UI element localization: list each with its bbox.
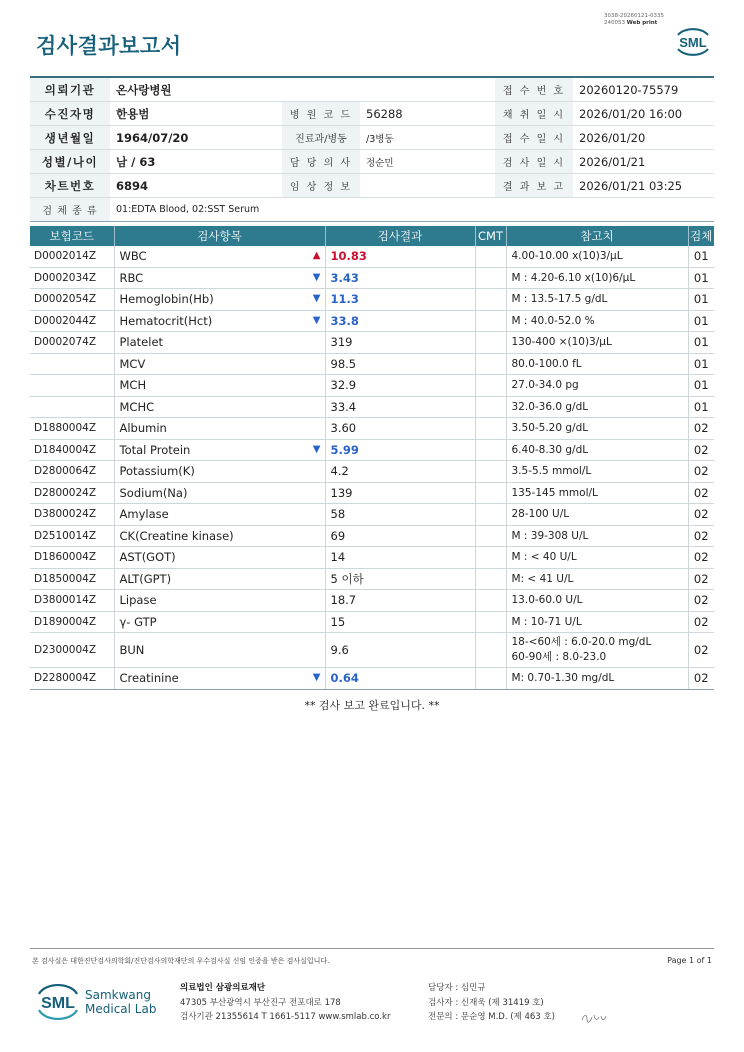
test-result: 11.3 — [325, 289, 475, 311]
insurance-code: D0002034Z — [30, 267, 114, 289]
label-receipt-no: 접 수 번 호 — [495, 77, 573, 102]
reference-text: M : 4.20-6.10 x(10)6/μL — [511, 271, 636, 284]
value-clinical — [360, 174, 495, 198]
print-label: Web print — [626, 20, 658, 26]
value-dept: /3병동 — [360, 126, 495, 150]
test-name — [114, 332, 325, 354]
cmt-cell — [475, 289, 506, 311]
reference-range — [506, 547, 688, 569]
test-result: 18.7 — [325, 590, 475, 612]
reference-range — [506, 525, 688, 547]
test-name-text: MCH — [119, 378, 147, 393]
result-row — [30, 461, 714, 483]
specimen-code: 01 — [688, 353, 714, 375]
test-name-text: AST(GOT) — [119, 550, 176, 565]
insurance-code: D1890004Z — [30, 611, 114, 633]
insurance-code: D0002074Z — [30, 332, 114, 354]
reference-text-2: 60-90세 : 8.0-23.0 — [511, 651, 607, 663]
staff-tester: 검사자 : 신재욱 (제 31419 호) — [428, 997, 544, 1008]
test-result: 4.2 — [325, 461, 475, 483]
cmt-cell — [475, 267, 506, 289]
test-result: 5.99 — [325, 439, 475, 461]
header-ref: 참고치 — [506, 226, 688, 246]
test-name-text: Potassium(K) — [119, 464, 195, 479]
value-hospital: 온사랑병원 — [110, 77, 282, 102]
label-test-date: 검 사 일 시 — [495, 150, 573, 174]
insurance-code: D2280004Z — [30, 668, 114, 690]
lab-name — [85, 988, 156, 1016]
reference-text: M : 10-71 U/L — [511, 615, 582, 628]
reference-range — [506, 310, 688, 332]
insurance-code: D3800014Z — [30, 590, 114, 612]
specimen-code: 02 — [688, 525, 714, 547]
test-name-text: CK(Creatine kinase) — [119, 528, 234, 543]
value-receipt-no: 20260120-75579 — [573, 77, 714, 102]
test-name-text: Platelet — [119, 335, 164, 350]
reference-range — [506, 332, 688, 354]
test-name-text: Hemoglobin(Hb) — [119, 292, 214, 307]
result-row — [30, 568, 714, 590]
result-row — [30, 332, 714, 354]
test-result: 5 이하 — [325, 568, 475, 590]
specimen-code: 01 — [688, 267, 714, 289]
lab-address — [180, 981, 390, 1025]
reference-range — [506, 482, 688, 504]
header-item: 검사항목 — [114, 226, 325, 246]
test-name-text: RBC — [119, 270, 144, 285]
reference-range — [506, 668, 688, 690]
reference-range — [506, 568, 688, 590]
result-row — [30, 482, 714, 504]
patient-info-table — [30, 76, 714, 222]
reference-text: M : 40.0-52.0 % — [511, 314, 595, 327]
samkwang-logo-icon — [34, 980, 82, 1024]
cmt-cell — [475, 633, 506, 668]
test-result: 319 — [325, 332, 475, 354]
specimen-code: 02 — [688, 633, 714, 668]
value-specimen: 01:EDTA Blood, 02:SST Serum — [110, 198, 714, 222]
test-name-text: Albumin — [119, 421, 167, 436]
cmt-cell — [475, 547, 506, 569]
test-name-text: MCV — [119, 356, 146, 371]
test-result: 58 — [325, 504, 475, 526]
reference-range — [506, 504, 688, 526]
result-row — [30, 267, 714, 289]
label-specimen: 검 체 종 류 — [30, 198, 110, 222]
cmt-cell — [475, 568, 506, 590]
cmt-cell — [475, 375, 506, 397]
specimen-code: 01 — [688, 289, 714, 311]
page-number: Page 1 of 1 — [667, 956, 712, 965]
cmt-cell — [475, 246, 506, 267]
lab-name-line1: Samkwang — [85, 988, 151, 1002]
header-code: 보험코드 — [30, 226, 114, 246]
reference-text: 3.5-5.5 mmol/L — [511, 465, 592, 478]
test-name — [114, 439, 325, 461]
test-name — [114, 418, 325, 440]
reference-range — [506, 267, 688, 289]
value-patient: 한용범 — [110, 102, 282, 126]
insurance-code: D1880004Z — [30, 418, 114, 440]
test-result: 0.64 — [325, 668, 475, 690]
test-name — [114, 633, 325, 668]
test-result: 10.83 — [325, 246, 475, 267]
staff-specialist: 전문의 : 문순영 M.D. (제 463 호) — [428, 1012, 555, 1022]
value-sex-age: 남 / 63 — [110, 150, 282, 174]
test-name — [114, 310, 325, 332]
cmt-cell — [475, 396, 506, 418]
result-row — [30, 547, 714, 569]
reference-range — [506, 353, 688, 375]
test-name — [114, 396, 325, 418]
reference-text: 4.00-10.00 x(10)3/μL — [511, 250, 623, 263]
footer-logo-text: SML — [41, 995, 75, 1012]
specimen-code: 01 — [688, 246, 714, 267]
signature-icon — [580, 1011, 608, 1025]
specimen-code: 01 — [688, 332, 714, 354]
result-row — [30, 504, 714, 526]
test-name — [114, 375, 325, 397]
specimen-code: 01 — [688, 375, 714, 397]
test-name — [114, 525, 325, 547]
result-row — [30, 418, 714, 440]
reference-text: 18-<60세 : 6.0-20.0 mg/dL — [511, 636, 652, 648]
result-row — [30, 310, 714, 332]
test-name-text: γ- GTP — [119, 614, 157, 629]
test-name — [114, 590, 325, 612]
insurance-code — [30, 353, 114, 375]
logo-text: SML — [679, 35, 707, 50]
result-row — [30, 590, 714, 612]
staff-manager: 담당자 : 심민규 — [428, 983, 486, 993]
specimen-code: 02 — [688, 439, 714, 461]
reference-range — [506, 396, 688, 418]
insurance-code: D0002044Z — [30, 310, 114, 332]
reference-text: 130-400 ×(10)3/μL — [511, 336, 612, 349]
lab-org: 의료법인 삼광의료재단 — [180, 983, 266, 993]
test-name — [114, 568, 325, 590]
test-name — [114, 611, 325, 633]
result-row — [30, 289, 714, 311]
results-header-row — [30, 226, 714, 246]
test-result: 139 — [325, 482, 475, 504]
value-birth: 1964/07/20 — [110, 126, 282, 150]
reference-text: 27.0-34.0 pg — [511, 379, 579, 392]
reference-text: M : < 40 U/L — [511, 551, 577, 564]
reference-range — [506, 246, 688, 267]
test-name — [114, 267, 325, 289]
specimen-code: 02 — [688, 482, 714, 504]
results-table — [30, 226, 714, 690]
value-chart: 6894 — [110, 174, 282, 198]
lab-name-line2: Medical Lab — [85, 1002, 157, 1016]
result-row — [30, 633, 714, 668]
header-result: 검사결과 — [325, 226, 475, 246]
value-report-date: 2026/01/21 03:25 — [573, 174, 714, 198]
result-row — [30, 668, 714, 690]
reference-range — [506, 633, 688, 668]
label-birth: 생년월일 — [30, 126, 110, 150]
reference-text: 28-100 U/L — [511, 508, 570, 521]
specimen-code: 02 — [688, 504, 714, 526]
label-collect-date: 채 취 일 시 — [495, 102, 573, 126]
test-name — [114, 482, 325, 504]
test-name-text: ALT(GPT) — [119, 571, 172, 586]
test-result: 32.9 — [325, 375, 475, 397]
specimen-code: 02 — [688, 611, 714, 633]
reference-range — [506, 439, 688, 461]
insurance-code: D2300004Z — [30, 633, 114, 668]
result-row — [30, 353, 714, 375]
high-flag-icon: ▲ — [312, 250, 321, 261]
reference-text: M: 0.70-1.30 mg/dL — [511, 672, 615, 685]
insurance-code: D0002054Z — [30, 289, 114, 311]
reference-text: 13.0-60.0 U/L — [511, 594, 583, 607]
value-hosp-code: 56288 — [360, 102, 495, 126]
test-result: 33.4 — [325, 396, 475, 418]
reference-text: 3.50-5.20 g/dL — [511, 422, 589, 435]
cmt-cell — [475, 439, 506, 461]
reference-range — [506, 375, 688, 397]
cmt-cell — [475, 525, 506, 547]
test-name-text: WBC — [119, 249, 147, 264]
reference-range — [506, 418, 688, 440]
specimen-code: 02 — [688, 547, 714, 569]
cmt-cell — [475, 461, 506, 483]
test-result: 3.60 — [325, 418, 475, 440]
insurance-code: D2800064Z — [30, 461, 114, 483]
lab-street: 47305 부산광역시 부산진구 전포대로 178 — [180, 997, 341, 1008]
specimen-code: 01 — [688, 396, 714, 418]
test-name-text: Amylase — [119, 507, 169, 522]
test-name-text: Creatinine — [119, 671, 179, 686]
print-code: 3038-20260121-0335 — [604, 13, 664, 19]
sml-logo-icon — [672, 24, 714, 60]
print-id: 240053 — [604, 20, 625, 26]
low-flag-icon: ▼ — [312, 271, 321, 283]
print-info — [604, 13, 664, 27]
reference-text: 32.0-36.0 g/dL — [511, 400, 589, 413]
header-cmt: CMT — [475, 226, 506, 246]
header-specimen: 검체 — [688, 226, 714, 246]
insurance-code — [30, 396, 114, 418]
insurance-code: D2800024Z — [30, 482, 114, 504]
report-title: 검사결과보고서 — [36, 34, 182, 58]
test-name — [114, 246, 325, 267]
certification-note: 본 검사실은 대한진단검사의학회/진단검사의학재단의 우수검사실 신임 인증을 받은 검사실입니다. — [32, 957, 330, 965]
value-test-date: 2026/01/21 — [573, 150, 714, 174]
reference-text: M: < 41 U/L — [511, 572, 574, 585]
test-name-text: MCHC — [119, 399, 155, 414]
reference-range — [506, 289, 688, 311]
label-sex-age: 성별/나이 — [30, 150, 110, 174]
cmt-cell — [475, 310, 506, 332]
label-report-date: 결 과 보 고 — [495, 174, 573, 198]
test-result: 3.43 — [325, 267, 475, 289]
result-row — [30, 396, 714, 418]
cmt-cell — [475, 668, 506, 690]
label-hospital: 의뢰기관 — [30, 77, 110, 102]
test-name-text: Sodium(Na) — [119, 485, 188, 500]
test-name-text: Hematocrit(Hct) — [119, 313, 213, 328]
test-name — [114, 547, 325, 569]
value-doctor: 정순민 — [360, 150, 495, 174]
reference-range — [506, 461, 688, 483]
specimen-code: 02 — [688, 461, 714, 483]
cmt-cell — [475, 611, 506, 633]
test-result: 14 — [325, 547, 475, 569]
report-complete-note: ** 검사 보고 완료입니다. ** — [304, 699, 440, 712]
cmt-cell — [475, 482, 506, 504]
label-doctor: 담 당 의 사 — [282, 150, 360, 174]
low-flag-icon: ▼ — [312, 314, 321, 326]
reference-range — [506, 611, 688, 633]
test-name — [114, 289, 325, 311]
result-row — [30, 525, 714, 547]
insurance-code: D2510014Z — [30, 525, 114, 547]
insurance-code: D0002014Z — [30, 246, 114, 267]
cmt-cell — [475, 332, 506, 354]
insurance-code: D1840004Z — [30, 439, 114, 461]
test-name-text: BUN — [119, 643, 145, 657]
result-row — [30, 611, 714, 633]
reference-text: M : 13.5-17.5 g/dL — [511, 293, 608, 306]
low-flag-icon: ▼ — [312, 443, 321, 455]
insurance-code: D3800024Z — [30, 504, 114, 526]
test-result: 69 — [325, 525, 475, 547]
label-dept: 진료과/병동 — [282, 126, 360, 150]
label-receipt-date: 접 수 일 시 — [495, 126, 573, 150]
test-name — [114, 353, 325, 375]
test-name — [114, 668, 325, 690]
insurance-code: D1860004Z — [30, 547, 114, 569]
low-flag-icon: ▼ — [312, 672, 321, 683]
cmt-cell — [475, 590, 506, 612]
test-result: 98.5 — [325, 353, 475, 375]
staff-list — [428, 981, 555, 1025]
specimen-code: 01 — [688, 310, 714, 332]
test-result: 9.6 — [325, 633, 475, 668]
result-row — [30, 375, 714, 397]
test-name — [114, 504, 325, 526]
specimen-code: 02 — [688, 668, 714, 690]
cmt-cell — [475, 353, 506, 375]
test-name-text: Total Protein — [119, 442, 191, 457]
test-result: 33.8 — [325, 310, 475, 332]
lab-contact: 검사기관 21355614 T 1661-5117 www.smlab.co.kr — [180, 1012, 391, 1022]
cmt-cell — [475, 418, 506, 440]
insurance-code: D1850004Z — [30, 568, 114, 590]
cmt-cell — [475, 504, 506, 526]
insurance-code — [30, 375, 114, 397]
reference-text: 135-145 mmol/L — [511, 486, 598, 499]
reference-range — [506, 590, 688, 612]
result-row — [30, 439, 714, 461]
specimen-code: 02 — [688, 568, 714, 590]
reference-text: M : 39-308 U/L — [511, 529, 589, 542]
test-name-text: Lipase — [119, 593, 157, 608]
result-row — [30, 246, 714, 267]
label-hosp-code: 병 원 코 드 — [282, 102, 360, 126]
specimen-code: 02 — [688, 590, 714, 612]
reference-text: 80.0-100.0 fL — [511, 357, 582, 370]
value-collect-date: 2026/01/20 16:00 — [573, 102, 714, 126]
specimen-code: 02 — [688, 418, 714, 440]
label-chart: 차트번호 — [30, 174, 110, 198]
reference-text: 6.40-8.30 g/dL — [511, 443, 589, 456]
low-flag-icon: ▼ — [312, 293, 321, 304]
footer-divider — [30, 948, 714, 949]
label-clinical: 임 상 정 보 — [282, 174, 360, 198]
test-name — [114, 461, 325, 483]
label-patient: 수진자명 — [30, 102, 110, 126]
test-result: 15 — [325, 611, 475, 633]
value-receipt-date: 2026/01/20 — [573, 126, 714, 150]
